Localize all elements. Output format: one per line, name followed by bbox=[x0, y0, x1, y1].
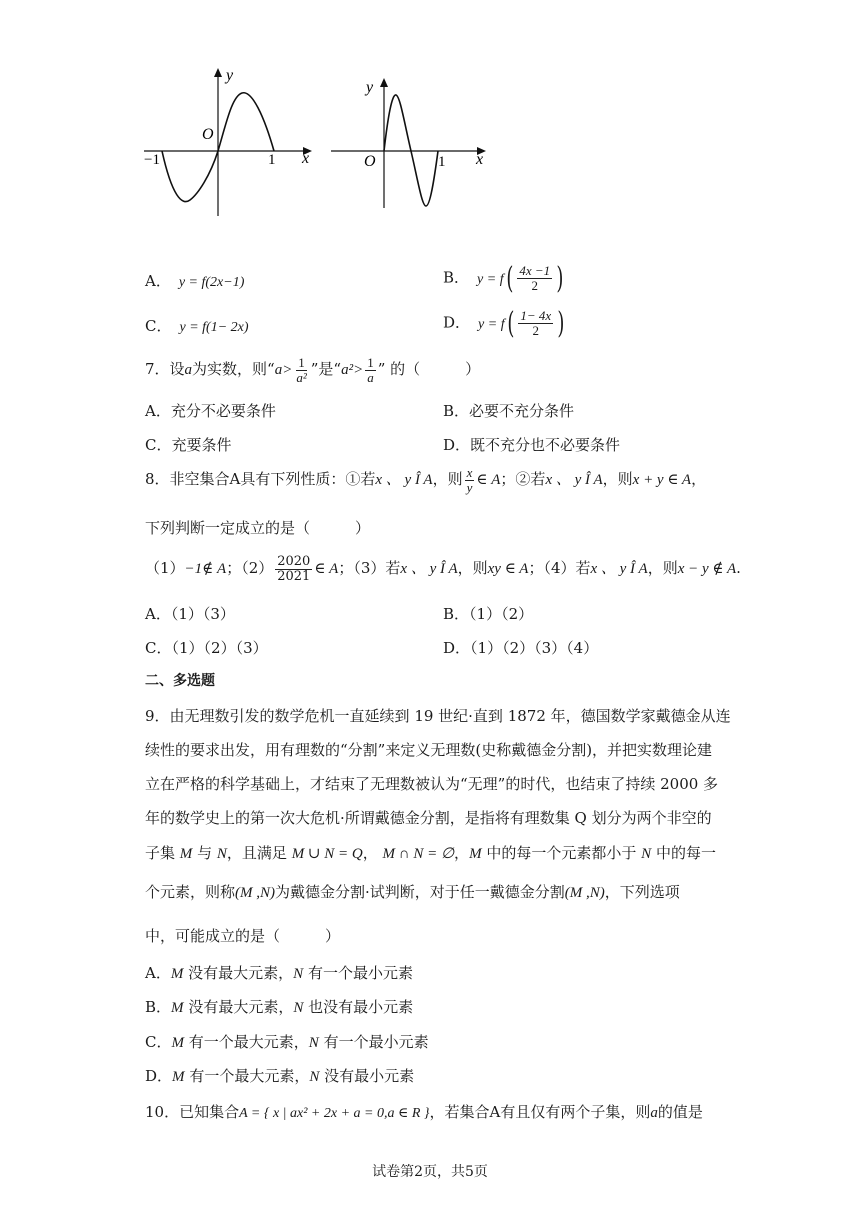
q9-line-7: 中，可能成立的是（ ） bbox=[145, 927, 341, 945]
section-heading-multi-choice: 二、多选题 bbox=[145, 673, 215, 689]
graph2-origin: O bbox=[364, 153, 376, 170]
q9-option-d[interactable]: D．M 有一个最大元素，N 没有最小元素 bbox=[145, 1067, 415, 1085]
q9-line-4: 年的数学史上的第一次大危机·所谓戴德金分割，是指将有理数集 Q 划分为两个非空的 bbox=[145, 809, 712, 827]
graph2-y-label: y bbox=[366, 79, 374, 96]
question-8-line-2: 下列判断一定成立的是（ ） bbox=[145, 519, 371, 537]
q6-a-expr: y = f(2x−1) bbox=[178, 275, 245, 290]
q6-option-c[interactable]: C． y = f(1− 2x) bbox=[145, 317, 249, 335]
q7-option-d[interactable]: D．既不充分也不必要条件 bbox=[443, 436, 621, 454]
q7-option-b[interactable]: B．必要不充分条件 bbox=[443, 402, 575, 420]
q6-option-d[interactable]: D． y = f( $\frac{1- 4x}{2}$ ) bbox=[443, 306, 565, 341]
graph-1 bbox=[140, 66, 320, 226]
q9-option-c[interactable]: C．M 有一个最大元素，N 有一个最小元素 bbox=[145, 1033, 429, 1051]
q9-option-a[interactable]: A．M 没有最大元素，N 有一个最小元素 bbox=[145, 964, 413, 982]
q9-line-5: 子集 M 与 N，且满足 M ∪ N = Q， M ∩ N = ∅，M 中的每一个元素都小于 N 中的每一 bbox=[145, 844, 716, 862]
q6-option-a[interactable]: A． y = f(2x−1) bbox=[145, 272, 245, 290]
graph1-tick-right: 1 bbox=[268, 152, 276, 168]
q9-line-6: 个元素，则称(M ,N)为戴德金分割·试判断，对于任一戴德金分割(M ,N)，下列选项 bbox=[145, 883, 680, 901]
q6-d-num: 1− 4x bbox=[520, 308, 552, 324]
q6-option-b[interactable]: B． y = f( $\frac{4x -1}{2}$ ) bbox=[443, 261, 564, 296]
page-footer: 试卷第2页，共5页 bbox=[372, 1164, 488, 1180]
q6-b-den: 2 bbox=[531, 278, 538, 293]
graph1-origin: O bbox=[202, 126, 214, 143]
question-8-line-1: 8．非空集合A具有下列性质：①若x 、 y Î A，则 $\frac{x}{y}$ ∈ A；②若x 、 y Î A，则x + y ∈ A， bbox=[145, 465, 707, 495]
q6-c-expr: y = f(1− 2x) bbox=[179, 320, 249, 335]
q8-option-a[interactable]: A．（1）（3） bbox=[145, 605, 235, 623]
q9-line-2: 续性的要求出发，用有理数的“分割”来定义无理数(史称戴德金分割)，并把实数理论建 bbox=[145, 741, 713, 759]
graph2-x-label: x bbox=[476, 151, 484, 168]
q8-option-d[interactable]: D．（1）（2）（3）（4） bbox=[443, 639, 599, 657]
graph-2 bbox=[326, 76, 496, 216]
graph2-tick-right: 1 bbox=[438, 154, 446, 170]
q6-b-num: 4x −1 bbox=[519, 263, 551, 279]
graph1-tick-left: −1 bbox=[144, 152, 160, 168]
question-7-stem: 7．设a为实数，则“a> $\frac{1}{\text{a²}}$ ”是“a²> $\frac{1}{a}$ ” 的（ ） bbox=[145, 355, 481, 385]
q8-option-b[interactable]: B．（1）（2） bbox=[443, 605, 534, 623]
q7-option-c[interactable]: C．充要条件 bbox=[145, 436, 232, 454]
question-8-statements: （1）−1∉ A；（2） $\frac{2020}{2021}$ ∈ A；（3）若x 、 y Î A，则xy ∈ A；（4）若x 、 y Î A，则x − y ∉ A. bbox=[145, 554, 741, 584]
graph1-y-label: y bbox=[226, 67, 234, 84]
graph1-x-label: x bbox=[302, 150, 310, 167]
q7-option-a[interactable]: A．充分不必要条件 bbox=[145, 402, 276, 420]
q9-option-b[interactable]: B．M 没有最大元素，N 也没有最小元素 bbox=[145, 998, 414, 1016]
q9-line-1: 9．由无理数引发的数学危机一直延续到 19 世纪·直到 1872 年，德国数学家戴德金从连 bbox=[145, 707, 731, 725]
q8-option-c[interactable]: C．（1）（2）（3） bbox=[145, 639, 268, 657]
q9-line-3: 立在严格的科学基础上，才结束了无理数被认为“无理”的时代，也结束了持续 2000 多 bbox=[145, 775, 719, 793]
q6-d-den: 2 bbox=[532, 323, 539, 338]
question-10: 10．已知集合A = { x | ax² + 2x + a = 0,a ∈ R }，若集合A有且仅有两个子集，则a的值是 bbox=[145, 1103, 703, 1121]
